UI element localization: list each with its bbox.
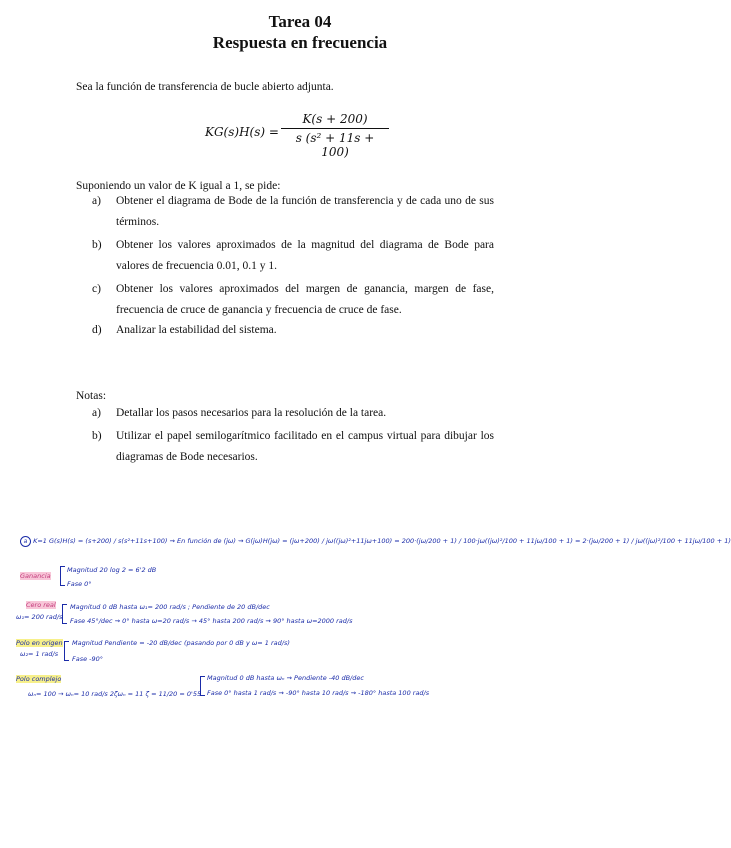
- page-title: Tarea 04: [268, 12, 332, 31]
- part-a-marker: a: [20, 536, 31, 547]
- hw-ganancia-fase: Fase 0°: [67, 580, 92, 588]
- hw-polo-fase: Fase -90°: [72, 655, 104, 663]
- brace-cero: [62, 604, 67, 624]
- equation-numerator: K(s + 200): [281, 112, 389, 129]
- hw-complejo-fase: Fase 0° hasta 1 rad/s ⇝ -90° hasta 10 rad/s ⇝ -180° hasta 100 rad/s: [207, 689, 430, 697]
- question-label: c): [92, 283, 101, 295]
- note-label: a): [92, 407, 101, 419]
- hw-cero-fase: Fase 45°/dec ⇝ 0° hasta ω=20 rad/s → 45° hasta 200 rad/s ⇝ 90° hasta ω=2000 rad/s: [70, 617, 353, 625]
- hw-cero-mag: Magnitud 0 dB hasta ω₁= 200 rad/s ; Pendiente de 20 dB/dec: [70, 603, 270, 611]
- hw-transfer-derivation: K=1 G(s)H(s) = (s+200) / s(s²+11s+100) ⇝ En función de (jω) ⇝ G(jω)H(jω) = (jω+200) / jω((jω)²+11jω+100) = 200·(jω/200 + 1) / 100·jω((jω)²/100 + 11jω/100 + 1) = 2·(jω/200 + 1) / jω((jω)²/100 + 11jω/100 + 1): [33, 537, 731, 545]
- hw-ganancia-label: Ganancia: [20, 572, 51, 580]
- question-label: b): [92, 239, 102, 251]
- hw-polo-mag: Magnitud Pendiente = -20 dB/dec (pasando por 0 dB y ω= 1 rad/s): [72, 639, 290, 647]
- note-label: b): [92, 430, 102, 442]
- notes-title: Notas:: [76, 390, 107, 402]
- question-text: Obtener los valores aproximados de la magnitud del diagrama de Bode para valores de frecuencia 0.01, 0.1 y 1.: [116, 239, 494, 272]
- brace-ganancia: [60, 566, 65, 586]
- hw-complejo-label: Polo complejo: [16, 675, 62, 683]
- question-text: Obtener los valores aproximados del margen de ganancia, margen de fase, frecuencia de cruce de ganancia y frecuencia de cruce de fase.: [116, 283, 494, 316]
- hw-polo-sub: ω₂= 1 rad/s: [20, 650, 59, 658]
- hw-cero-label: Cero real: [26, 601, 56, 609]
- equation-lhs: KG(s)H(s) =: [205, 125, 279, 139]
- equation-denominator: s (s² + 11s + 100): [295, 131, 375, 159]
- hw-polo-label: Polo en origen: [16, 639, 63, 647]
- note-text: Detallar los pasos necesarios para la resolución de la tarea.: [116, 407, 387, 419]
- hw-complejo-sub: ωₙ= 100 → ωₙ= 10 rad/s 2ζωₙ = 11 ζ = 11/20 = 0'55: [28, 690, 202, 698]
- equation-fraction: [281, 112, 389, 159]
- intro-text: Sea la función de transferencia de bucle abierto adjunta.: [76, 81, 334, 93]
- hw-ganancia-mag: Magnitud 20 log 2 = 6'2 dB: [67, 566, 157, 574]
- question-text: Obtener el diagrama de Bode de la función de transferencia y de cada uno de sus términos.: [116, 195, 494, 228]
- brace-polo: [64, 641, 69, 661]
- question-label: a): [92, 195, 101, 207]
- note-text: Utilizar el papel semilogarítmico facilitado en el campus virtual para dibujar los diagramas de Bode necesarios.: [116, 430, 494, 463]
- page-subtitle: Respuesta en frecuencia: [212, 33, 388, 52]
- hw-complejo-mag: Magnitud 0 dB hasta ωₙ ⇝ Pendiente -40 dB/dec: [207, 674, 364, 682]
- prompt-text: Suponiendo un valor de K igual a 1, se pide:: [76, 180, 281, 192]
- question-text: Analizar la estabilidad del sistema.: [116, 324, 277, 336]
- brace-complejo: [200, 676, 205, 696]
- question-label: d): [92, 324, 102, 336]
- hw-line-transfer: [20, 536, 731, 547]
- hw-cero-sub: ω₁= 200 rad/s: [16, 613, 63, 621]
